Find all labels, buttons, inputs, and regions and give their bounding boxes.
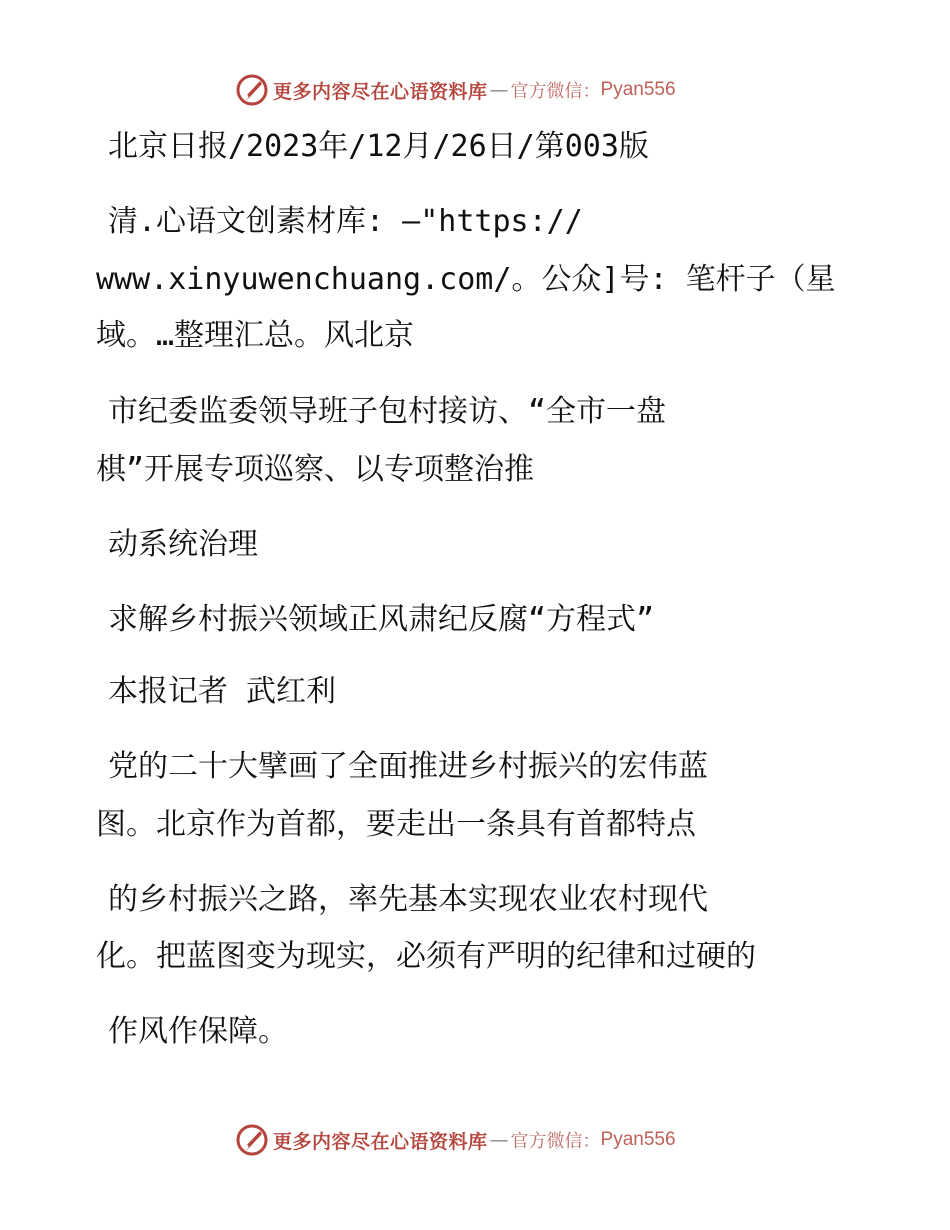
subheadline: 求解乡村振兴领域正风肃纪反腐“方程式” — [108, 602, 655, 637]
text-line: 域。…整理汇总。风北京 — [96, 318, 415, 353]
banner-wechat-label: 官方微信： — [510, 81, 601, 102]
paragraph-line: 作风作保障。 — [108, 1014, 288, 1049]
quill-logo-icon — [235, 73, 269, 107]
text-line: 清.心语文创素材库: —"https:// — [108, 204, 583, 239]
headline-line: 棋”开展专项巡察、以专项整治推 — [96, 452, 535, 487]
banner-wechat-label: 官方微信： — [510, 1131, 601, 1152]
text-line: www.xinyuwenchuang.com/。公众]号: 笔杆子（星 — [96, 262, 836, 297]
paragraph-line: 党的二十大擘画了全面推进乡村振兴的宏伟蓝 — [108, 749, 708, 784]
paragraph-line: 的乡村振兴之路，率先基本实现农业农村现代 — [108, 882, 708, 917]
byline: 本报记者 武红利 — [108, 674, 337, 709]
header-banner — [235, 72, 676, 108]
quill-logo-icon — [235, 1123, 269, 1157]
banner-wechat-id: Pyan556 — [600, 79, 676, 100]
banner-separator: — — [489, 79, 509, 101]
banner-title: 更多内容尽在心语资料库 — [273, 1130, 488, 1153]
headline-line: 市纪委监委领导班子包村接访、“全市一盘 — [108, 394, 667, 429]
paragraph-line: 化。把蓝图变为现实，必须有严明的纪律和过硬的 — [96, 939, 756, 974]
banner-separator: — — [489, 1129, 509, 1151]
banner-wechat-id: Pyan556 — [600, 1129, 676, 1150]
dateline: 北京日报/2023年/12月/26日/第003版 — [108, 129, 649, 164]
headline-line: 动系统治理 — [108, 527, 258, 562]
footer-banner — [235, 1122, 676, 1158]
paragraph-line: 图。北京作为首都，要走出一条具有首都特点 — [96, 807, 696, 842]
banner-title: 更多内容尽在心语资料库 — [273, 80, 488, 103]
